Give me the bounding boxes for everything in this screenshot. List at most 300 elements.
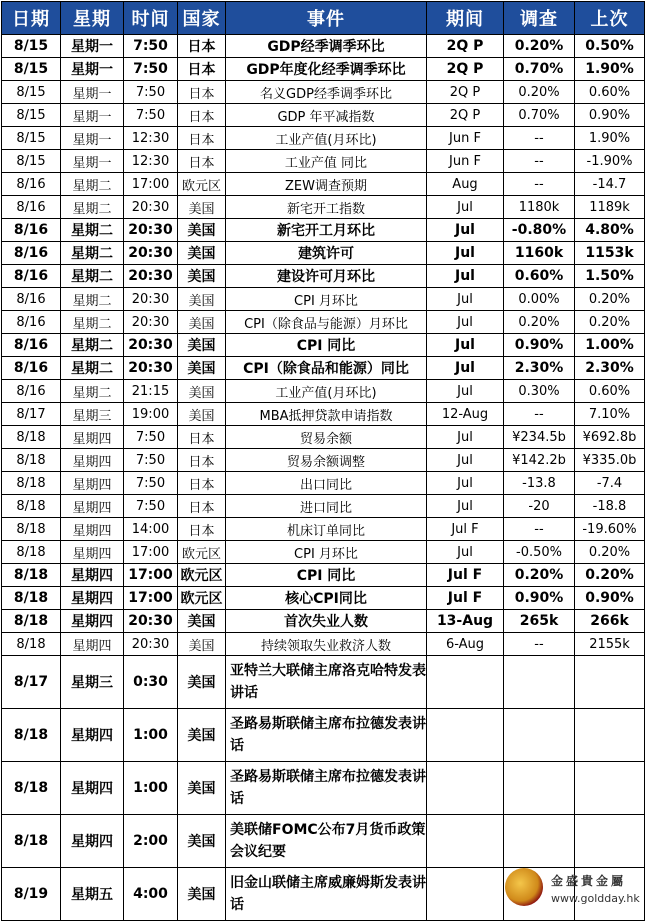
cell-prior (575, 762, 645, 815)
cell-country: 日本 (178, 518, 226, 541)
cell-country: 美国 (178, 815, 226, 868)
cell-country: 美国 (178, 219, 226, 242)
table-row (2, 173, 645, 196)
cell-date: 8/18 (2, 762, 61, 815)
cell-event: CPI（除食品与能源）月环比 (226, 311, 427, 334)
cell-event: GDP经季调季环比 (226, 35, 427, 58)
cell-survey: -0.50% (504, 541, 575, 564)
cell-country: 日本 (178, 35, 226, 58)
cell-country: 日本 (178, 495, 226, 518)
cell-prior: -18.8 (575, 495, 645, 518)
cell-time: 0:30 (124, 656, 178, 709)
cell-day: 星期四 (61, 815, 124, 868)
table-row (2, 35, 645, 58)
cell-prior: -1.90% (575, 150, 645, 173)
table-row (2, 81, 645, 104)
cell-prior: 7.10% (575, 403, 645, 426)
cell-date: 8/17 (2, 656, 61, 709)
speech-row (2, 656, 645, 709)
cell-prior: 0.90% (575, 104, 645, 127)
economic-calendar-table (1, 1, 645, 921)
cell-period: Jul (427, 219, 504, 242)
cell-event: GDP 年平减指数 (226, 104, 427, 127)
cell-prior: 2155k (575, 633, 645, 656)
cell-event: 核心CPI同比 (226, 587, 427, 610)
cell-day: 星期一 (61, 127, 124, 150)
cell-time: 20:30 (124, 334, 178, 357)
cell-date: 8/16 (2, 265, 61, 288)
cell-survey: 0.60% (504, 265, 575, 288)
cell-prior: 0.60% (575, 81, 645, 104)
cell-prior: -14.7 (575, 173, 645, 196)
cell-period: 6-Aug (427, 633, 504, 656)
cell-country: 美国 (178, 380, 226, 403)
table-row (2, 127, 645, 150)
cell-day: 星期一 (61, 58, 124, 81)
cell-date: 8/16 (2, 311, 61, 334)
cell-period: Jul (427, 449, 504, 472)
logo-url: www.goldday.hk (551, 892, 640, 905)
cell-survey: 0.20% (504, 564, 575, 587)
table-row (2, 426, 645, 449)
cell-survey: -- (504, 518, 575, 541)
cell-survey (504, 709, 575, 762)
cell-survey: 0.30% (504, 380, 575, 403)
cell-survey: 0.20% (504, 81, 575, 104)
cell-event: CPI 月环比 (226, 541, 427, 564)
cell-country: 欧元区 (178, 173, 226, 196)
cell-country: 日本 (178, 426, 226, 449)
cell-date: 8/15 (2, 35, 61, 58)
cell-time: 17:00 (124, 173, 178, 196)
cell-date: 8/18 (2, 815, 61, 868)
cell-date: 8/15 (2, 104, 61, 127)
table-row (2, 58, 645, 81)
cell-time: 20:30 (124, 288, 178, 311)
cell-event: 贸易余额调整 (226, 449, 427, 472)
cell-period: Jul (427, 242, 504, 265)
table-row (2, 219, 645, 242)
cell-date: 8/16 (2, 196, 61, 219)
table-row (2, 311, 645, 334)
cell-time: 7:50 (124, 472, 178, 495)
cell-date: 8/19 (2, 868, 61, 921)
table-header-row (2, 2, 645, 35)
cell-event: 新宅开工指数 (226, 196, 427, 219)
table-row (2, 357, 645, 380)
cell-survey: -- (504, 127, 575, 150)
cell-country: 欧元区 (178, 564, 226, 587)
cell-period: 12-Aug (427, 403, 504, 426)
cell-survey (504, 815, 575, 868)
cell-prior: 1189k (575, 196, 645, 219)
cell-date: 8/16 (2, 380, 61, 403)
table-row (2, 472, 645, 495)
cell-event: 工业产值 同比 (226, 150, 427, 173)
cell-period: Jul (427, 334, 504, 357)
cell-period: Jun F (427, 127, 504, 150)
cell-prior: 1.50% (575, 265, 645, 288)
cell-period: 2Q P (427, 104, 504, 127)
cell-date: 8/18 (2, 426, 61, 449)
cell-date: 8/15 (2, 127, 61, 150)
cell-country: 美国 (178, 311, 226, 334)
cell-time: 7:50 (124, 58, 178, 81)
cell-event: CPI 同比 (226, 564, 427, 587)
cell-country: 美国 (178, 334, 226, 357)
cell-date: 8/18 (2, 610, 61, 633)
cell-prior: ¥335.0b (575, 449, 645, 472)
header-time: 时间 (124, 2, 178, 35)
cell-survey (504, 762, 575, 815)
cell-time: 1:00 (124, 762, 178, 815)
header-country: 国家 (178, 2, 226, 35)
cell-period: Jul F (427, 587, 504, 610)
cell-day: 星期四 (61, 472, 124, 495)
cell-prior: 0.20% (575, 311, 645, 334)
cell-day: 星期四 (61, 449, 124, 472)
cell-survey: -20 (504, 495, 575, 518)
cell-period: Jul (427, 472, 504, 495)
cell-event: 亚特兰大联储主席洛克哈特发表讲话 (226, 656, 427, 709)
cell-prior: 0.50% (575, 35, 645, 58)
cell-period: Jul F (427, 518, 504, 541)
cell-prior: 0.20% (575, 541, 645, 564)
cell-time: 7:50 (124, 449, 178, 472)
cell-period (427, 762, 504, 815)
header-prior: 上次 (575, 2, 645, 35)
cell-date: 8/16 (2, 173, 61, 196)
cell-event: 工业产值(月环比) (226, 380, 427, 403)
cell-day: 星期三 (61, 656, 124, 709)
cell-time: 1:00 (124, 709, 178, 762)
cell-period: Jul (427, 357, 504, 380)
cell-prior: 0.90% (575, 587, 645, 610)
cell-date: 8/16 (2, 219, 61, 242)
table-row (2, 541, 645, 564)
cell-date: 8/18 (2, 564, 61, 587)
cell-prior: 1.90% (575, 58, 645, 81)
cell-country: 日本 (178, 81, 226, 104)
cell-date: 8/18 (2, 449, 61, 472)
goldday-logo (505, 866, 640, 914)
cell-prior: 266k (575, 610, 645, 633)
cell-date: 8/18 (2, 472, 61, 495)
cell-day: 星期一 (61, 81, 124, 104)
table-body (2, 35, 645, 921)
cell-country: 美国 (178, 357, 226, 380)
cell-prior: 0.20% (575, 564, 645, 587)
cell-country: 美国 (178, 610, 226, 633)
cell-day: 星期四 (61, 541, 124, 564)
cell-survey: -- (504, 633, 575, 656)
cell-time: 20:30 (124, 219, 178, 242)
cell-country: 日本 (178, 150, 226, 173)
cell-period: Aug (427, 173, 504, 196)
cell-prior: 4.80% (575, 219, 645, 242)
cell-prior: 1.00% (575, 334, 645, 357)
cell-survey: -- (504, 403, 575, 426)
cell-survey: 0.20% (504, 311, 575, 334)
cell-date: 8/18 (2, 518, 61, 541)
cell-day: 星期四 (61, 762, 124, 815)
cell-event: CPI 同比 (226, 334, 427, 357)
cell-prior: ¥692.8b (575, 426, 645, 449)
cell-day: 星期四 (61, 610, 124, 633)
cell-day: 星期二 (61, 311, 124, 334)
cell-time: 7:50 (124, 495, 178, 518)
cell-country: 美国 (178, 762, 226, 815)
table-row (2, 242, 645, 265)
cell-period (427, 656, 504, 709)
cell-date: 8/15 (2, 150, 61, 173)
cell-period: 2Q P (427, 81, 504, 104)
speech-row (2, 762, 645, 815)
cell-time: 14:00 (124, 518, 178, 541)
cell-time: 20:30 (124, 242, 178, 265)
cell-time: 17:00 (124, 541, 178, 564)
table-row (2, 150, 645, 173)
logo-emblem-icon (505, 868, 543, 906)
cell-country: 美国 (178, 656, 226, 709)
cell-survey: 265k (504, 610, 575, 633)
cell-event: MBA抵押贷款申请指数 (226, 403, 427, 426)
cell-time: 20:30 (124, 357, 178, 380)
cell-event: 机床订单同比 (226, 518, 427, 541)
cell-period (427, 815, 504, 868)
cell-survey: 0.90% (504, 334, 575, 357)
table-row (2, 564, 645, 587)
cell-time: 7:50 (124, 104, 178, 127)
cell-time: 20:30 (124, 196, 178, 219)
cell-survey: -- (504, 173, 575, 196)
cell-survey: 0.70% (504, 58, 575, 81)
cell-time: 7:50 (124, 81, 178, 104)
cell-period: 2Q P (427, 58, 504, 81)
cell-survey: 0.70% (504, 104, 575, 127)
cell-survey: 1160k (504, 242, 575, 265)
cell-period: Jul (427, 541, 504, 564)
cell-day: 星期二 (61, 173, 124, 196)
cell-time: 12:30 (124, 150, 178, 173)
cell-date: 8/18 (2, 495, 61, 518)
cell-day: 星期四 (61, 633, 124, 656)
cell-day: 星期二 (61, 288, 124, 311)
cell-country: 日本 (178, 104, 226, 127)
table-row (2, 196, 645, 219)
cell-time: 17:00 (124, 587, 178, 610)
cell-time: 20:30 (124, 610, 178, 633)
cell-country: 日本 (178, 58, 226, 81)
cell-event: 建设许可月环比 (226, 265, 427, 288)
cell-event: 进口同比 (226, 495, 427, 518)
cell-date: 8/18 (2, 633, 61, 656)
cell-period: Jun F (427, 150, 504, 173)
cell-prior: 0.20% (575, 288, 645, 311)
table-row (2, 587, 645, 610)
cell-period: 2Q P (427, 35, 504, 58)
cell-survey (504, 656, 575, 709)
cell-survey: 2.30% (504, 357, 575, 380)
cell-date: 8/15 (2, 81, 61, 104)
table-row (2, 633, 645, 656)
cell-time: 20:30 (124, 633, 178, 656)
cell-event: 建筑许可 (226, 242, 427, 265)
cell-day: 星期一 (61, 104, 124, 127)
cell-country: 欧元区 (178, 541, 226, 564)
cell-time: 4:00 (124, 868, 178, 921)
cell-date: 8/16 (2, 357, 61, 380)
cell-date: 8/18 (2, 709, 61, 762)
cell-prior (575, 815, 645, 868)
cell-period: Jul (427, 288, 504, 311)
cell-time: 12:30 (124, 127, 178, 150)
cell-event: 圣路易斯联储主席布拉德发表讲话 (226, 762, 427, 815)
cell-prior: 0.60% (575, 380, 645, 403)
cell-time: 7:50 (124, 426, 178, 449)
table-row (2, 288, 645, 311)
cell-prior: -19.60% (575, 518, 645, 541)
cell-date: 8/15 (2, 58, 61, 81)
table-row (2, 403, 645, 426)
cell-day: 星期一 (61, 35, 124, 58)
table-row (2, 449, 645, 472)
cell-country: 美国 (178, 633, 226, 656)
cell-survey: 0.90% (504, 587, 575, 610)
cell-period: Jul (427, 380, 504, 403)
cell-period: Jul (427, 311, 504, 334)
cell-event: 持续领取失业救济人数 (226, 633, 427, 656)
cell-day: 星期二 (61, 196, 124, 219)
cell-survey: -13.8 (504, 472, 575, 495)
cell-date: 8/16 (2, 288, 61, 311)
cell-survey: ¥142.2b (504, 449, 575, 472)
speech-row (2, 815, 645, 868)
cell-time: 21:15 (124, 380, 178, 403)
cell-prior: 1153k (575, 242, 645, 265)
table-row (2, 518, 645, 541)
table-row (2, 495, 645, 518)
cell-event: 旧金山联储主席威廉姆斯发表讲话 (226, 868, 427, 921)
cell-time: 20:30 (124, 311, 178, 334)
cell-time: 2:00 (124, 815, 178, 868)
speech-row (2, 709, 645, 762)
header-period: 期间 (427, 2, 504, 35)
cell-time: 7:50 (124, 35, 178, 58)
cell-day: 星期二 (61, 265, 124, 288)
cell-event: ZEW调查预期 (226, 173, 427, 196)
cell-country: 美国 (178, 403, 226, 426)
cell-country: 美国 (178, 288, 226, 311)
cell-time: 20:30 (124, 265, 178, 288)
cell-date: 8/17 (2, 403, 61, 426)
cell-country: 日本 (178, 449, 226, 472)
cell-period: 13-Aug (427, 610, 504, 633)
cell-event: 首次失业人数 (226, 610, 427, 633)
cell-day: 星期四 (61, 518, 124, 541)
cell-survey: ¥234.5b (504, 426, 575, 449)
cell-country: 美国 (178, 709, 226, 762)
cell-event: 新宅开工月环比 (226, 219, 427, 242)
cell-prior: 2.30% (575, 357, 645, 380)
cell-time: 17:00 (124, 564, 178, 587)
cell-event: GDP年度化经季调季环比 (226, 58, 427, 81)
cell-day: 星期四 (61, 709, 124, 762)
cell-country: 美国 (178, 242, 226, 265)
cell-event: CPI 月环比 (226, 288, 427, 311)
cell-period: Jul (427, 426, 504, 449)
cell-country: 美国 (178, 265, 226, 288)
cell-survey: 0.20% (504, 35, 575, 58)
cell-day: 星期二 (61, 334, 124, 357)
header-date: 日期 (2, 2, 61, 35)
cell-country: 美国 (178, 196, 226, 219)
cell-prior (575, 656, 645, 709)
cell-country: 日本 (178, 127, 226, 150)
table-row (2, 104, 645, 127)
table-row (2, 334, 645, 357)
cell-country: 欧元区 (178, 587, 226, 610)
cell-period: Jul (427, 196, 504, 219)
cell-day: 星期五 (61, 868, 124, 921)
table-row (2, 380, 645, 403)
cell-day: 星期四 (61, 587, 124, 610)
cell-survey: -- (504, 150, 575, 173)
cell-survey: 1180k (504, 196, 575, 219)
cell-period: Jul (427, 495, 504, 518)
cell-period (427, 709, 504, 762)
cell-prior: -7.4 (575, 472, 645, 495)
table-row (2, 610, 645, 633)
cell-event: 名义GDP经季调季环比 (226, 81, 427, 104)
cell-period: Jul F (427, 564, 504, 587)
cell-date: 8/18 (2, 587, 61, 610)
cell-day: 星期一 (61, 150, 124, 173)
cell-prior: 1.90% (575, 127, 645, 150)
cell-survey: 0.00% (504, 288, 575, 311)
cell-date: 8/18 (2, 541, 61, 564)
cell-event: 美联储FOMC公布7月货币政策会议纪要 (226, 815, 427, 868)
cell-day: 星期二 (61, 380, 124, 403)
table-row (2, 265, 645, 288)
header-event: 事件 (226, 2, 427, 35)
cell-day: 星期四 (61, 495, 124, 518)
cell-day: 星期二 (61, 357, 124, 380)
cell-date: 8/16 (2, 242, 61, 265)
header-day: 星期 (61, 2, 124, 35)
logo-name: 金盛貴金屬 (551, 874, 627, 888)
cell-survey: -0.80% (504, 219, 575, 242)
header-survey: 调查 (504, 2, 575, 35)
cell-day: 星期二 (61, 219, 124, 242)
cell-day: 星期三 (61, 403, 124, 426)
cell-country: 日本 (178, 472, 226, 495)
cell-event: 圣路易斯联储主席布拉德发表讲话 (226, 709, 427, 762)
cell-prior (575, 709, 645, 762)
cell-period: Jul (427, 265, 504, 288)
cell-day: 星期四 (61, 426, 124, 449)
cell-day: 星期四 (61, 564, 124, 587)
cell-event: 工业产值(月环比) (226, 127, 427, 150)
cell-period (427, 868, 504, 921)
cell-event: 出口同比 (226, 472, 427, 495)
cell-event: 贸易余额 (226, 426, 427, 449)
cell-event: CPI（除食品和能源）同比 (226, 357, 427, 380)
cell-country: 美国 (178, 868, 226, 921)
cell-date: 8/16 (2, 334, 61, 357)
cell-day: 星期二 (61, 242, 124, 265)
cell-time: 19:00 (124, 403, 178, 426)
